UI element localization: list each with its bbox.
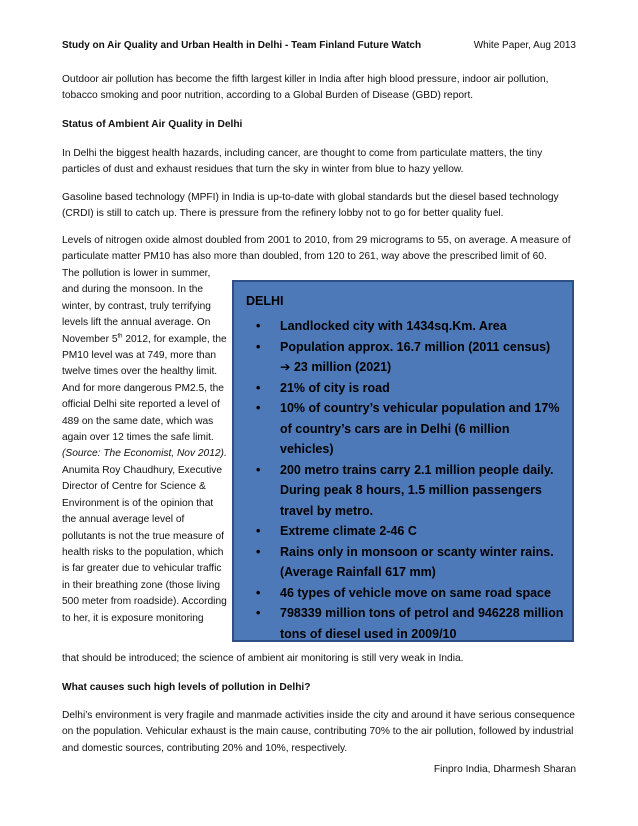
list-item: • 10% of country’s vehicular population and 17% of country’s cars are in Delhi (6 million vehicles) — [256, 401, 560, 456]
paragraph-nitrogen-oxide: Levels of nitrogen oxide almost doubled from 2001 to 2010, from 29 micrograms to 55, on average. A measure of particulate matter PM10 has also more than doubled, from 120 to 261, way above the prescribed limit of 60. — [62, 235, 571, 263]
section-heading-status: Status of Ambient Air Quality in Delhi — [62, 119, 243, 130]
delhi-facts-callout — [232, 280, 574, 642]
list-item: • Population approx. 16.7 million (2011 census) — [256, 339, 551, 354]
list-item: • 200 metro trains carry 2.1 million people daily. During peak 8 hours, 1.5 million passengers travel by metro. — [256, 462, 554, 518]
ordinal-suffix: th — [117, 333, 123, 340]
wrapped-text-b: 2012, for example, the PM10 level was at 749, more than twelve times over the healthy limit. And for more dangerous PM2.5, the official Delhi site reported a level of 489 on the same date, which was again over 12 times the safe limit. — [62, 333, 227, 444]
section-heading-causes: What causes such high levels of pollution in Delhi? — [62, 682, 311, 693]
list-item: • Extreme climate 2-46 C — [256, 524, 417, 538]
wrapped-text-a: The pollution is lower in summer, and during the monsoon. In the winter, by contrast, truly terrifying levels lift the annual average. On November 5 — [62, 268, 211, 345]
list-item: • 21% of city is road — [256, 380, 390, 395]
header-doc-type: White Paper, Aug 2013 — [473, 40, 576, 51]
list-item: • 798339 million tons of petrol and 946228 million tons of diesel used in 2009/10 — [256, 606, 564, 641]
callout-title: DELHI — [246, 294, 284, 308]
header-title: Study on Air Quality and Urban Health in Delhi - Team Finland Future Watch — [62, 40, 422, 51]
page-footer: Finpro India, Dharmesh Sharan — [433, 764, 576, 775]
list-item: ➔ 23 million (2021) — [280, 360, 392, 374]
paragraph-particulates: In Delhi the biggest health hazards, including cancer, are thought to come from particulate matters, the tiny particles of dust and exhaust residues that turn the sky in winter from blue to hazy yellow. — [62, 148, 543, 176]
wrapped-text-column — [62, 266, 230, 627]
source-citation: (Source: The Economist, Nov 2012). — [62, 448, 227, 460]
paragraph-fuel-technology: Gasoline based technology (MPFI) in India is up-to-date with global standards but the diesel based technology (CRDI) is still to catch up. There is pressure from the refinery lobby not to go for better quality fuel. — [62, 192, 559, 220]
page-header — [62, 40, 576, 51]
callout-list — [252, 316, 564, 644]
list-item: • Landlocked city with 1434sq.Km. Area — [256, 319, 507, 333]
intro-paragraph: Outdoor air pollution has become the fifth largest killer in India after high blood pressure, indoor air pollution, tobacco smoking and poor nutrition, according to a Global Burden of Disease (GBD) report. — [62, 74, 549, 102]
list-item: • Rains only in monsoon or scanty winter rains. (Average Rainfall 617 mm) — [256, 544, 554, 579]
paragraph-causes: Delhi’s environment is very fragile and manmade activities inside the city and around it have serious consequence on the population. Vehicular exhaust is the main cause, contributing 70% to the air pollution, followed by industrial and domestic sources, contributing 20% and 10%, respectively. — [62, 710, 575, 754]
paragraph-monitoring-end: that should be introduced; the science of ambient air monitoring is still very weak in India. — [62, 653, 464, 664]
list-item: • 46 types of vehicle move on same road space — [256, 585, 551, 600]
wrapped-text-c: Anumita Roy Chaudhury, Executive Director of Centre for Science & Environment is of the opinion that the annual average level of pollutants is not the true measure of health risks to the population, which is far greater due to vehicular traffic in their breathing zone (those living 500 meter from roadside). According to her, it is exposure monitoring — [62, 464, 227, 624]
